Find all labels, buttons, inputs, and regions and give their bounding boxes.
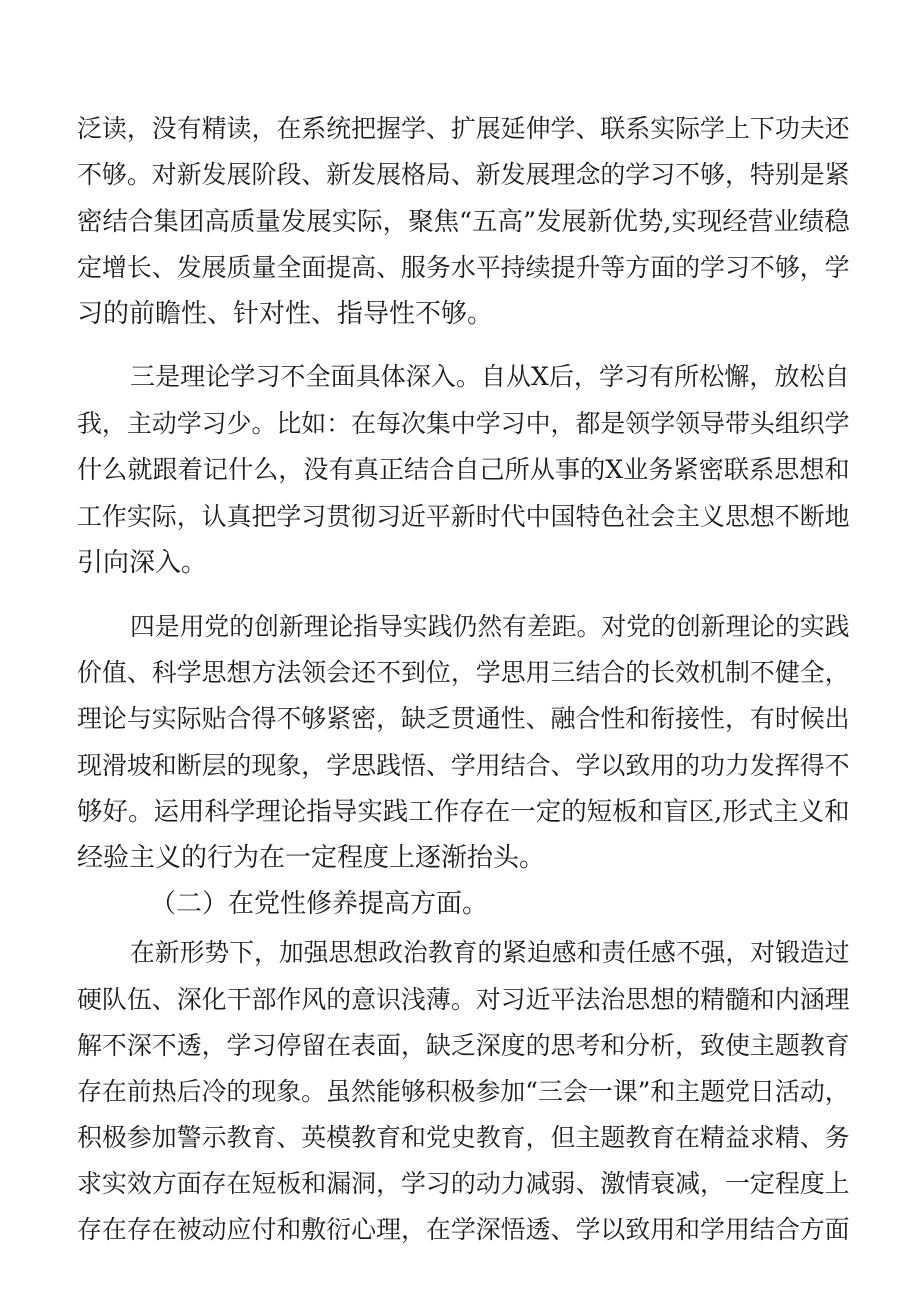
- text-line: 习的前瞻性、针对性、指导性不够。: [77, 299, 494, 329]
- text-line: 现滑坡和断层的现象，学思践悟、学用结合、学以致用的功力发挥得不: [77, 751, 850, 780]
- text-line: 工作实际，认真把学习贯彻习近平新时代中国特色社会主义思想不断地: [77, 502, 850, 531]
- text-line: 不够。对新发展阶段、新发展格局、新发展理念的学习不够，特别是紧: [77, 160, 850, 189]
- text-line: 密结合集团高质量发展实际，聚焦“五高”发展新优势,实现经营业绩稳: [77, 207, 850, 237]
- text-line: 理论与实际贴合得不够紧密，缺乏贯通性、融合性和衔接性，有时候出: [77, 704, 850, 733]
- text-line: 存在前热后冷的现象。虽然能够积极参加“三会一课”和主题党日活动，: [77, 1077, 850, 1106]
- text-line: 经验主义的行为在一定程度上逐渐抬头。: [77, 843, 546, 873]
- text-line: 泛读，没有精读，在系统把握学、扩展延伸学、联系实际学上下功夫还: [77, 114, 850, 143]
- text-line: 求实效方面存在短板和漏洞，学习的动力减弱、激情衰减，一定程度上: [77, 1169, 850, 1198]
- text-line: 什么就跟着记什么，没有真正结合自己所从事的X业务紧密联系思想和: [77, 455, 850, 484]
- text-line: 四是用党的创新理论指导实践仍然有差距。对党的创新理论的实践: [130, 612, 850, 641]
- text-line: 三是理论学习不全面具体深入。自从X后，学习有所松懈，放松自: [130, 362, 850, 391]
- text-line: 在新形势下，加强思想政治教育的紧迫感和责任感不强，对锻造过: [130, 938, 850, 967]
- text-line: 存在存在被动应付和敷衍心理，在学深悟透、学以致用和学用结合方面: [77, 1215, 850, 1244]
- text-line: 定增长、发展质量全面提高、服务水平持续提升等方面的学习不够，学: [77, 253, 850, 282]
- text-line: 解不深不透，学习停留在表面，缺乏深度的思考和分析，致使主题教育: [77, 1031, 850, 1060]
- text-line: 价值、科学思想方法领会还不到位，学思用三结合的长效机制不健全，: [77, 658, 850, 687]
- text-line: 我，主动学习少。比如：在每次集中学习中，都是领学领导带头组织学: [77, 409, 850, 438]
- text-line: 够好。运用科学理论指导实践工作存在一定的短板和盲区,形式主义和: [77, 797, 850, 827]
- section-heading: （二）在党性修养提高方面。: [150, 889, 489, 919]
- text-line: 硬队伍、深化干部作风的意识浅薄。对习近平法治思想的精髓和内涵理: [77, 985, 850, 1014]
- text-line: 引向深入。: [77, 548, 208, 578]
- text-line: 积极参加警示教育、英模教育和党史教育，但主题教育在精益求精、务: [77, 1123, 850, 1152]
